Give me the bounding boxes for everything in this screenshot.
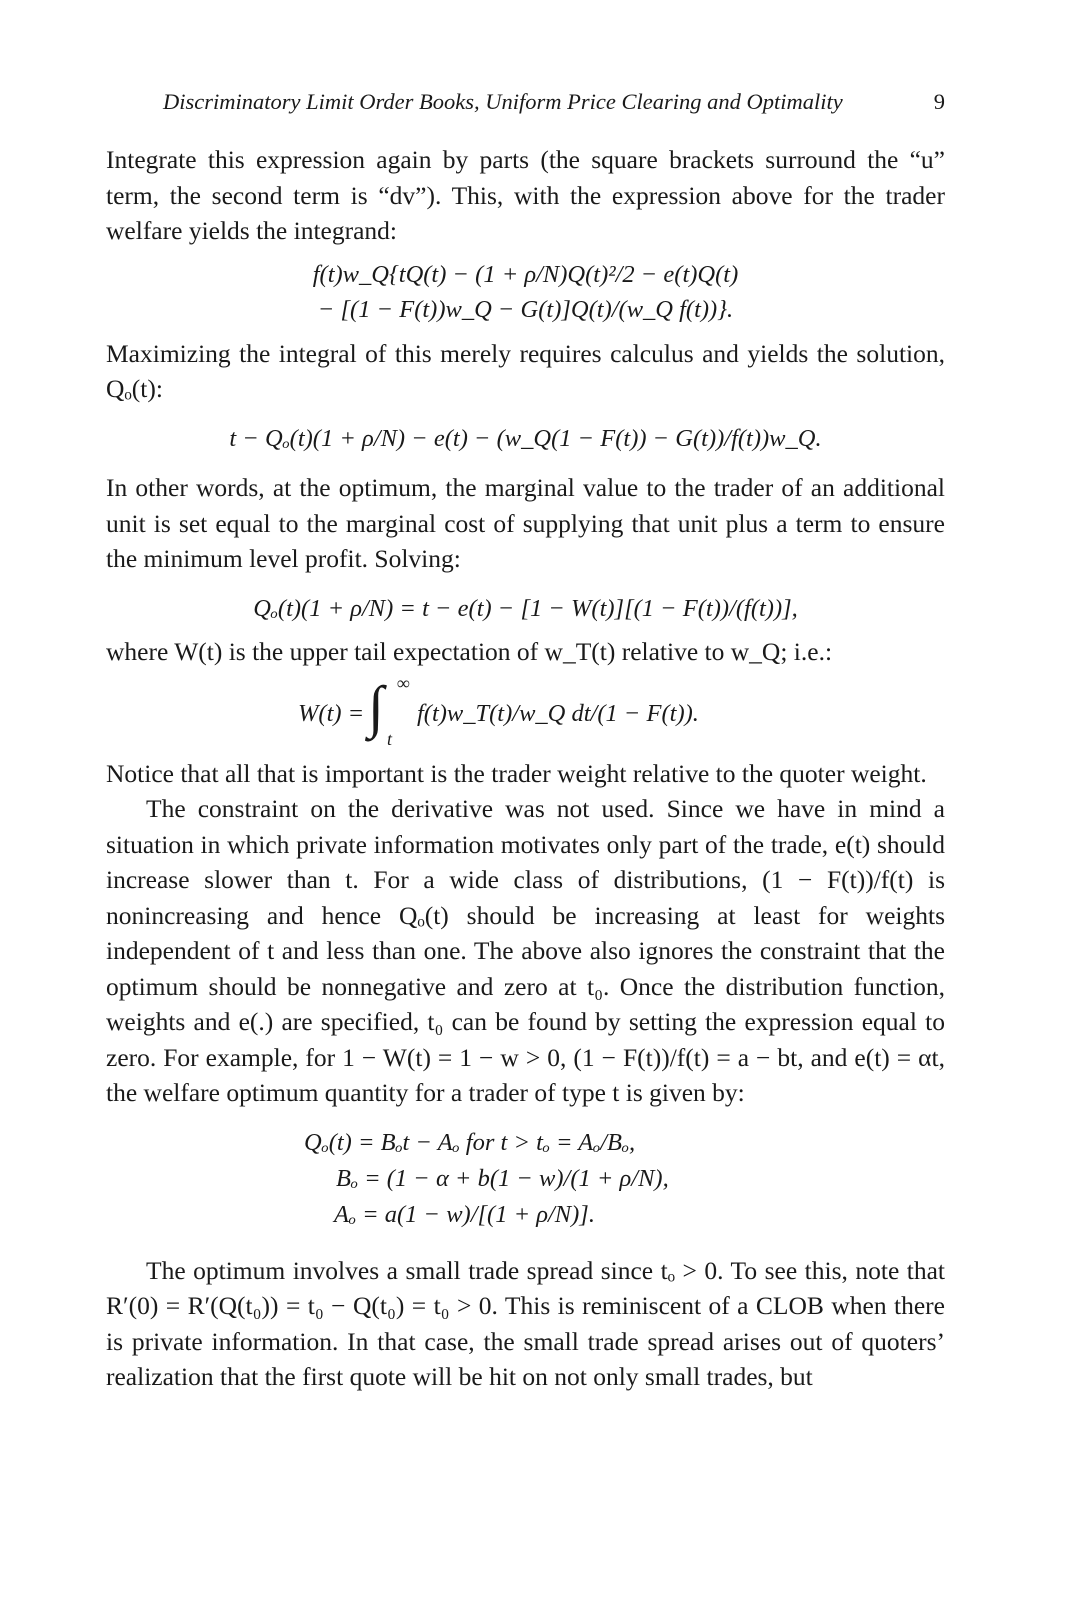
body-text xyxy=(106,142,945,1395)
paragraph-6: The constraint on the derivative was not used. Since we have in mind a situation in which private information motivates only part of the trade, e(t) should increase slower than t. For a wide class of distributions, (1 − F(t))/f(t) is nonincreasing and hence Qₒ(t) should be increasing at least for weights independent of t and less than one. The above also ignores the constraint that the optimum should be nonnegative and zero at t₀. Once the distribution function, weights and e(.) are specified, t₀ can be found by setting the expression equal to zero. For example, for 1 − W(t) = 1 − w > 0, (1 − F(t))/f(t) = a − bt, and e(t) = αt, the welfare optimum quantity for a trader of type t is given by: xyxy=(106,794,945,1107)
running-header xyxy=(163,86,945,118)
paragraph-4: where W(t) is the upper tail expectation of w_T(t) relative to w_Q; i.e.: xyxy=(106,637,833,666)
integral-lhs: W(t) = xyxy=(298,699,365,727)
integral-lower-limit: t xyxy=(387,728,393,749)
equation-welfare-optimum-line-2: Bₒ = (1 − α + b(1 − w)/(1 + ρ/N), xyxy=(336,1164,669,1192)
equation-integrand-line-1: f(t)w_Q{tQ(t) − (1 + ρ/N)Q(t)²/2 − e(t)Q(t) xyxy=(312,260,739,288)
integral-sign-icon: ∫ xyxy=(368,673,384,739)
equation-first-order-condition: t − Qₒ(t)(1 + ρ/N) − e(t) − (w_Q(1 − F(t)) − G(t))/f(t))w_Q. xyxy=(229,424,822,452)
paragraph-5: Notice that all that is important is the trader weight relative to the quoter weight. xyxy=(106,758,927,788)
running-title: Discriminatory Limit Order Books, Uniform Price Clearing and Optimality xyxy=(163,89,843,114)
paragraph-1: Integrate this expression again by parts (the square brackets surround the “u” term, the second term is “dv”). This, with the expression above for the trader welfare yields the integrand: xyxy=(106,145,945,245)
integral-body: f(t)w_T(t)/w_Q dt/(1 − F(t)). xyxy=(417,699,699,727)
equation-integrand xyxy=(106,257,945,328)
equation-welfare-optimum-line-3: Aₒ = a(1 − w)/[(1 + ρ/N)]. xyxy=(334,1200,595,1228)
integral-upper-limit: ∞ xyxy=(397,672,410,693)
equation-welfare-optimum xyxy=(106,1125,945,1233)
paragraph-7: The optimum involves a small trade spread since tₒ > 0. To see this, note that R′(0) = R′(Q(t₀)) = t₀ − Q(t₀) = t₀ > 0. This is reminiscent of a CLOB when there is private information. In that case, the small trade spread arises out of quoters’ realization that the first quote will be hit on not only small trades, but xyxy=(106,1255,945,1391)
page-number: 9 xyxy=(933,89,945,114)
equation-integrand-line-2: − [(1 − F(t))w_Q − G(t)]Q(t)/(w_Q f(t))}. xyxy=(317,296,734,323)
equation-welfare-optimum-line-1: Qₒ(t) = Bₒt − Aₒ for t > tₒ = Aₒ/Bₒ, xyxy=(304,1128,636,1156)
paragraph-2: Maximizing the integral of this merely requires calculus and yields the solution, Qₒ(t): xyxy=(106,338,945,403)
equation-solution: Qₒ(t)(1 + ρ/N) = t − e(t) − [1 − W(t)][(1 − F(t))/(f(t))], xyxy=(253,594,798,622)
equation-upper-tail-expectation xyxy=(106,672,945,749)
paragraph-3: In other words, at the optimum, the marginal value to the trader of an additional unit is set equal to the marginal cost of supplying that unit plus a term to ensure the minimum level profit. Solving: xyxy=(106,473,945,573)
